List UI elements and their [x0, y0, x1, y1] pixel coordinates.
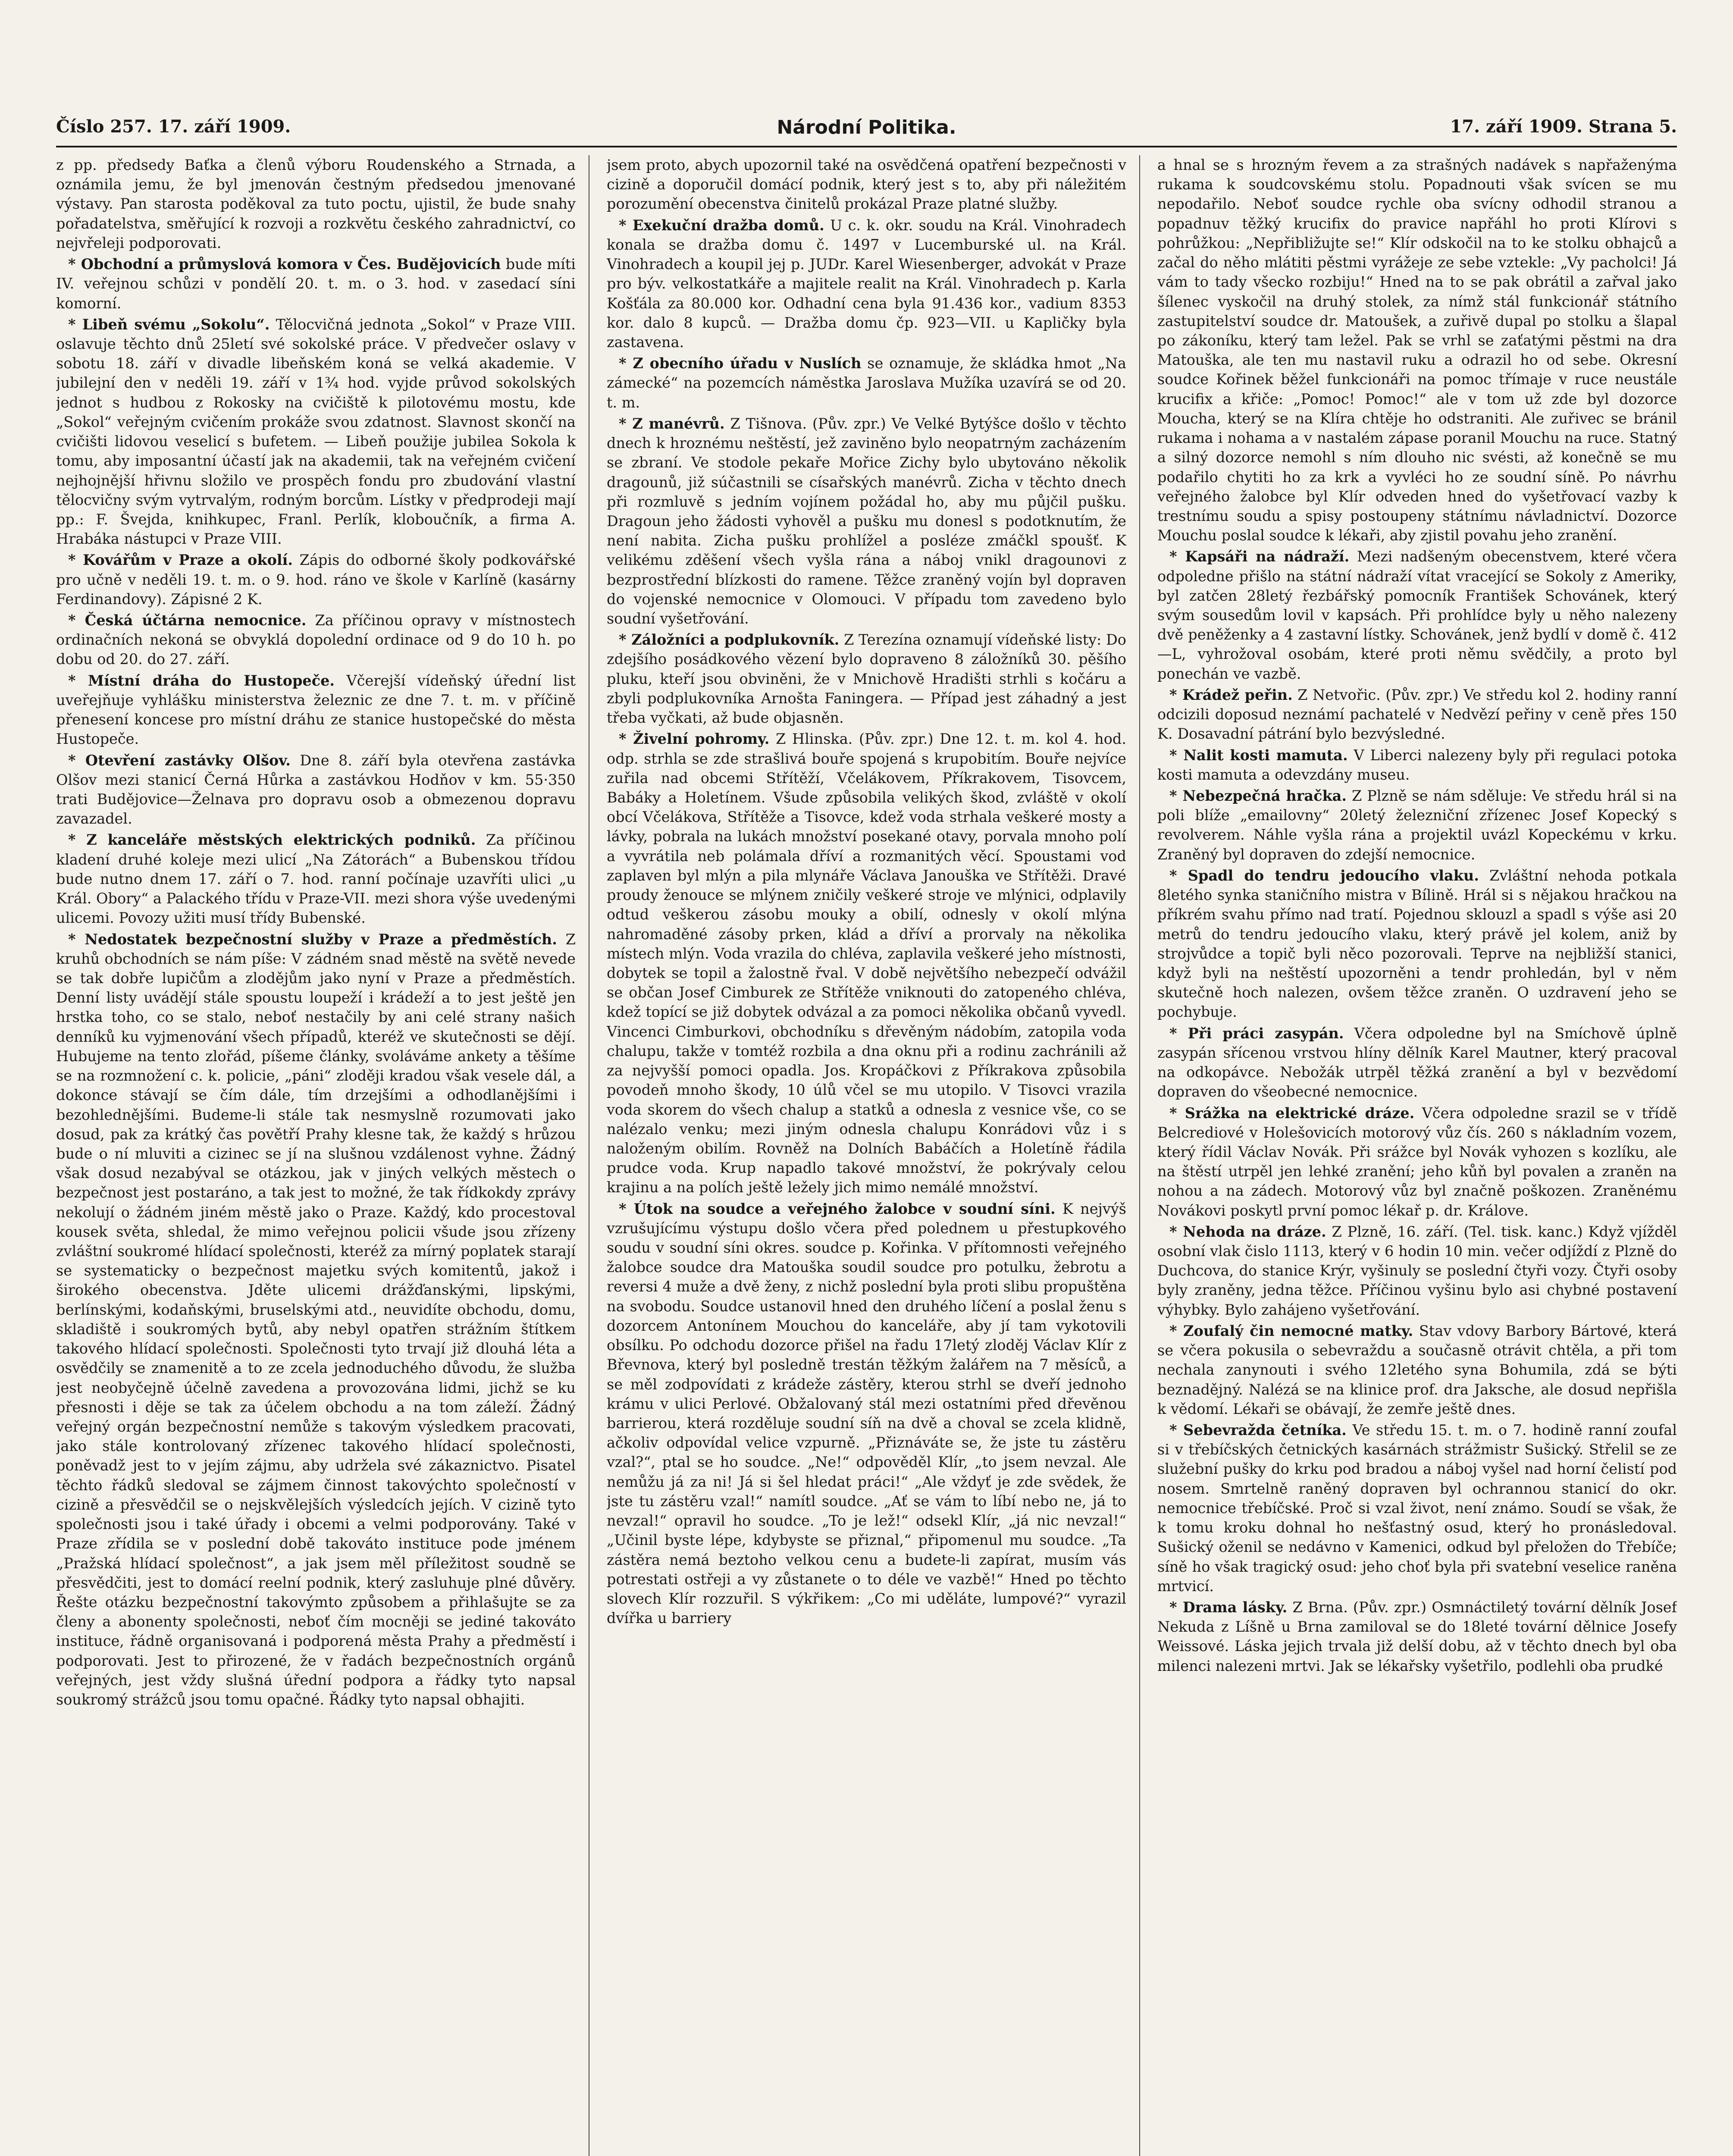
- article-text: Z Plzně se nám sděluje: Ve středu hrál si na poli blíže „emailovny“ 20letý železniční zřízenec Josef Kopecký s revolverem. Náhle vyšla rána a projektil uvázl Kopeckému v krku. Zraněný byl dopraven do zdejší nemocnice.: [1157, 787, 1677, 863]
- article-heading: * Nebezpečná hračka.: [1169, 787, 1347, 804]
- article-text: Dne 8. září byla otevřena zastávka Olšov mezi stanicí Černá Hůrka a zastávkou Hodňov v km. 55·350 trati Budějovice—Želnava pro dopravu osob a obmezenou dopravu zavazadel.: [56, 752, 576, 827]
- article-text: a hnal se s hrozným řevem a za strašných nadávek s napřaženýma rukama k soudcovskému stolu. Popadnouti však svícen se mu nepodařilo. Neboť soudce rychle oba svícny odhodil stranou a popadnuv těžký krucifix do pravice napřáhl ho proti Klírovi s pohrůžkou: „Nepřibližujte se!“ Klír odskočil na to ke stolku obhajců a začal do něho mlátiti pěstmi vyrážeje ze sebe vztekle: „Vy pacholci! Já vám to tady všecko rozbiju!“ Hned na to se pak obrátil a zařval jako šílenec vyskočil na druhý stolek, za nímž stál funkcionář státního zastupitelství soudce dr. Matoušek, a zuřivě dupal po stolku a šlapal po zákoníku, který tam ležel. Pak se vrhl se zaťatými pěstmi na dra Matouška, ale ten mu nastavil ruku a odrazil ho od sebe. Okresní soudce Kořinek běžel funkcionáři na pomoc třímaje v ruce neustále krucifix a křiče: „Pomoc! Pomoc!“ ale v tom už zde byl dozorce Moucha, který se na Klíra chtěje ho odstraniti. Ale zuřivec se bránil rukama i nohama a v nastalém zápase poranil Mouchu na ruce. Statný a silný dozorce nemohl s ním dlouho nic svésti, až konečně se mu podařilo chytiti ho za krk a vyvléci ho ze soudní síně. Po návrhu veřejného žalobce byl Klír odveden hned do vyšetřovací vazby k trestnímu soudu a spisy postoupeny státnímu návladnictví. Dozorce Mouchu poslal soudce k lékaři, aby zjistil povahu jeho zranění.: [1157, 157, 1677, 544]
- article-heading: * Útok na soudce a veřejného žalobce v soudní síni.: [619, 1200, 1056, 1217]
- article-heading: * Drama lásky.: [1169, 1598, 1288, 1616]
- article-paragraph: [607, 1199, 1126, 1628]
- article-text: jsem proto, abych upozornil také na osvědčená opatření bezpečnosti v cizině a doporučil domácí podnik, který jest s to, aby při náležitém porozumění obecenstva činitelů prokázal Praze platné služby.: [607, 157, 1126, 213]
- article-paragraph: [56, 930, 576, 1710]
- article-heading: * Obchodní a průmyslová komora v Čes. Budějovicích: [68, 256, 501, 273]
- page-info: 17. září 1909. Strana 5.: [1450, 116, 1677, 137]
- article-heading: * Spadl do tendru jedoucího vlaku.: [1169, 867, 1479, 884]
- article-paragraph: [1157, 866, 1677, 1022]
- article-paragraph: [56, 155, 576, 253]
- article-heading: * Kapsáři na nádraží.: [1169, 548, 1350, 565]
- column-3: [1157, 155, 1677, 2156]
- article-text: Z Terezína oznamují vídeňské listy: Do zdejšího posádkového vězení bylo dopraveno 8 záložníků 30. pěšího pluku, kteří jsou obviněni, že v Mnichově Hradišti strhli s kočáru a zbyli podplukovníka Arnošta Faningera. — Případ jest záhadný a jest třeba vyčkati, až bude objasněn.: [607, 631, 1126, 727]
- article-paragraph: [1157, 1103, 1677, 1220]
- article-heading: * Krádež peřin.: [1169, 686, 1293, 703]
- article-paragraph: [1157, 1420, 1677, 1596]
- article-paragraph: [56, 315, 576, 549]
- article-text: Ve středu 15. t. m. o 7. hodině ranní zoufal si v třebíčských četnických kasárnách strážmistr Sušický. Střelil se ze služební pušky do krku pod bradou a náboj vyšel nad horní čelistí pod nosem. Smrtelně raněný dopraven byl ochrannou stanicí do okr. nemocnice třebíčské. Proč si vzal život, není známo. Soudí se však, že k tomu kroku dohnal ho nešťastný osud, který ho pronásledoval. Sušický oženil se nedávno v Kamenici, odkud byl přeložen do Třebíče; síně ho však tragický osud: jeho choť byla při svatební veselice raněna mrtvicí.: [1157, 1422, 1677, 1595]
- article-heading: * Nedostatek bezpečnostní služby v Praze a předměstích.: [68, 931, 557, 948]
- article-text: Tělocvičná jednota „Sokol“ v Praze VIII. oslavuje těchto dnů 25letí své sokolské práce. V předvečer oslavy v sobotu 18. září v divadle libeňském koná se velká akademie. V jubilejní den v neděli 19. září v 1¾ hod. vyjde průvod sokolských jednot s hudbou z Rokosky na cvičiště k pilotovému mostu, kde „Sokol“ veřejným cvičením prokáže svou zdatnost. Slavnost skončí na cvičišti lidovou veselicí s bufetem. — Libeň použije jubilea Sokola k tomu, aby imposantní účastí jak na akademii, tak na veřejném cvičení nejhojnější hřivnu složilo ve prospěch fondu pro zbudování vlastní tělocvičny svým vytrvalým, rodným borcům. Lístky v předprodeji mají pp.: F. Švejda, knihkupec, Franl. Perlík, kloboučník, a firma A. Hrabáka nástupci v Praze VIII.: [56, 316, 576, 548]
- article-text: Včerejší vídeňský úřední list uveřejňuje vyhlášku ministerstva železnic ze dne 7. t. m. v příčině přenesení koncese pro místní dráhu ze stanice hustopečské do města Hustopeče.: [56, 672, 576, 748]
- article-text: Z Brna. (Pův. zpr.) Osmnáctiletý tovární dělník Josef Nekuda z Líšně u Brna zamiloval se do 18leté tovární dělnice Josefy Weissové. Láska jejich trvala již delší dobu, až v těchto dnech byl oba milenci nalezeni mrtvi. Jak se lékařsky vyšetřilo, podlehli oba prudké: [1157, 1598, 1677, 1674]
- article-paragraph: [607, 354, 1126, 412]
- article-text: Mezi nadšeným obecenstvem, které včera odpoledne přišlo na státní nádraží vítat vracející se Sokoly z Ameriky, byl zatčen 28letý řezbářský pomocník František Schovánek, který svým sousedům lovil v kapsách. Při prohlídce byly u něho nalezeny dvě peněženky a 4 zastavní lístky. Schovánek, jenž bydlí v domě č. 412—L, vyhrožoval osobám, které proti němu svědčily, a proto byl ponechán ve vazbě.: [1157, 548, 1677, 682]
- article-text: U c. k. okr. soudu na Král. Vinohradech konala se dražba domu č. 1497 v Lucemburské ul. na Král. Vinohradech a koupil jej p. JUDr. Karel Wiesenberger, advokát v Praze pro býv. velkostatkáře a majitele realit na Král. Vinohradech p. Karla Košťála za 80.000 kor. Odhadní cena byla 91.436 kor., vadium 8353 kor. dalo 8 kupců. — Dražba domu čp. 923—VII. u Kapličky byla zastavena.: [607, 216, 1126, 351]
- article-text: bude míti IV. veřejnou schůzi v pondělí 20. t. m. o 3. hod. v zasedací síni komorní.: [56, 256, 576, 312]
- article-heading: * Nalit kosti mamuta.: [1169, 746, 1348, 764]
- column-1: [56, 155, 589, 2156]
- article-text: Z Hlinska. (Pův. zpr.) Dne 12. t. m. kol 4. hod. odp. strhla se zde strašlivá bouře spojená s krupobitím. Bouře nejvíce zuřila nad obcemi Střítěží, Včelákovem, Příkrakovem, Tisovcem, Babáky a Holetínem. Všude způsobila velikých škod, zvláště v okolí obcí Včelákova, Střítěže a Tisovce, kdež voda strhala veškeré mosty a lávky, pobrala na lukách množství posekané otavy, porvala mnoho polí a vyvrátila neb polámala dříví a rozmanitých věcí. Spoustami vod zaplaven byl mlýn a pila mlynáře Václava Janouška ve Střítěži. Dravé proudy ženouce se mlýnem zničily veškeré stroje ve mlýnici, odplavily odtud veškerou zásobu mouky a obilí, odnesly v okolí mlýna nahromaděné zásoby prken, klád a dříví a prorvaly na několika místech mlýn. Voda vrazila do chléva, zaplavila veškeré jeho místnosti, dobytek se topil a žalostně řval. V době největšího nebezpečí odvážil se občan Josef Cimburek ze Střítěže vniknouti do zatopeného chléva, kdež topící se již dobytek odvázal a za pomoci několika občanů vyvedl. Vincenci Cimburkovi, obchodníku s dřevěným nádobím, zatopila voda chalupu, takže v tomtéž rozbila a dna oknu při a rodinu zachránili až za nejvyšší pomoci opadla. Jos. Kropáčkovi z Příkrakova způsobila povodeň mnoho škody, 10 úlů včel se mu utopilo. V Tisovci vrazila voda skorem do všech chalup a statků a odnesla z vesnice vše, co se nalézalo venku; mezi jiným odnesla chalupu Konrádovi vůz i s naloženým obilím. Rovněž na Dolních Babáčích a Holetíně řádila prudce voda. Krup napadlo takové množství, že pokrývaly celou krajinu a na polích ještě ležely jich mimo nemálé množství.: [607, 730, 1126, 1196]
- article-heading: * Exekuční dražba domů.: [619, 216, 824, 234]
- article-paragraph: [56, 254, 576, 313]
- article-text: z pp. předsedy Baťka a členů výboru Roudenského a Strnada, a oznámila jemu, že byl jmenován čestným předsedou jmenované výstavy. Pan starosta poděkoval za tuto poctu, ujistil, že bude snahy pořadatelstva, směřující k rozvoji a rozkvětu českého zahradnictví, co nejvřeleji podporovati.: [56, 157, 576, 251]
- article-paragraph: [1157, 1024, 1677, 1102]
- article-paragraph: [607, 630, 1126, 727]
- article-paragraph: [56, 671, 576, 749]
- article-columns: [56, 155, 1677, 2156]
- article-paragraph: [56, 830, 576, 928]
- article-paragraph: [1157, 547, 1677, 683]
- article-text: Z Plzně, 16. září. (Tel. tisk. kanc.) Když vjížděl osobní vlak čislo 1113, který v 6 hodin 10 min. večer odjíždí z Plzně do Duchcova, do stanice Krýr, vyšinuly se poslední čtyři vozy. Čtyři osoby byly zraněny, jedna těžce. Příčinou vyšinu bylo asi chybné postavení výhybky. Bylo zahájeno vyšetřování.: [1157, 1223, 1677, 1318]
- article-paragraph: [607, 414, 1126, 628]
- article-paragraph: [56, 611, 576, 669]
- article-paragraph: [607, 155, 1126, 214]
- article-paragraph: [1157, 685, 1677, 744]
- article-heading: * Místní dráha do Hustopeče.: [68, 672, 335, 689]
- article-paragraph: [607, 216, 1126, 352]
- article-heading: * Záložníci a podplukovník.: [619, 631, 840, 649]
- article-text: Z Netvořic. (Pův. zpr.) Ve středu kol 2. hodiny ranní odcizili doposud neznámí pachatelé v Nedvězí peřiny v ceně přes 150 K. Dosavadní pátrání bylo bezvýsledné.: [1157, 686, 1677, 743]
- column-2: [607, 155, 1140, 2156]
- article-text: Z Tišnova. (Pův. zpr.) Ve Velké Bytýšce došlo v těchto dnech k hroznému neštěstí, jež zaviněno bylo neopatrným zacházením se zbraní. Ve stodole pekaře Mořice Zichy bylo ubytováno několik dragounů, již súčastnili se císařských manévrů. Zicha v těchto dnech při rozmluvě s jedním vojínem požádal ho, aby mu půjčil pušku. Dragoun jeho žádosti vyhověl a pušku mu donesl s podotknutím, že není nabita. Zicha pušku prohlížel a posléze zmáčkl spoušť. K velikému zděšení všech vyšla rána a náboj vnikl dragounovi z bezprostřední blízkosti do ramene. Těžce zraněný vojín byl dopraven do vojenské nemocnice v Olomouci. V případu tom zavedeno bylo soudní vyšetřování.: [607, 415, 1126, 627]
- article-heading: * Srážka na elektrické dráze.: [1169, 1104, 1415, 1122]
- article-heading: * Sebevražda četníka.: [1169, 1422, 1347, 1438]
- article-heading: * Z manévrů.: [619, 415, 725, 432]
- article-heading: * Otevření zastávky Olšov.: [68, 752, 291, 769]
- article-text: Včera odpoledne byl na Smíchově úplně zasypán sřícenou vrstvou hlíny dělník Karel Mautner, který pracoval na odkopávce. Nebožák utrpěl těžká zranění a byl v bezvědomí dopraven do všeobecné nemocnice.: [1157, 1025, 1677, 1100]
- article-heading: * Z obecního úřadu v Nuslích: [619, 355, 862, 372]
- masthead: [56, 116, 1677, 147]
- article-paragraph: [1157, 1222, 1677, 1319]
- article-heading: * Kovářům v Praze a okolí.: [68, 552, 293, 569]
- article-heading: * Z kanceláře městských elektrických podniků.: [68, 831, 476, 849]
- article-text: Zápis do odborné školy podkovářské pro učně v neděli 19. t. m. o 9. hod. ráno ve škole v Karlíně (kasárny Ferdinandovy). Zápisné 2 K.: [56, 552, 576, 608]
- article-paragraph: [56, 550, 576, 609]
- article-heading: * Česká účtárna nemocnice.: [68, 612, 307, 629]
- article-paragraph: [607, 729, 1126, 1197]
- article-paragraph: [56, 751, 576, 829]
- article-text: Za příčinou kladení druhé koleje mezi ulicí „Na Zátorách“ a Bubenskou třídou bude nutno dnem 17. září o 7. hod. ranní počínaje uzavříti ulici „u Král. Obory“ a Palackého třídu v Praze-VII. mezi shora výše uvedenými ulicemi. Povozy užiti musí třídy Bubenské.: [56, 831, 576, 927]
- article-heading: * Živelní pohromy.: [619, 730, 770, 748]
- article-paragraph: [1157, 1598, 1677, 1676]
- article-heading: * Libeň svému „Sokolu“.: [68, 316, 270, 333]
- header-rule: [56, 146, 1677, 147]
- article-text: K nejvýš vzrušujícímu výstupu došlo včera před polednem u přestupkového soudu v soudní síni okres. soudce p. Kořinka. V přítomnosti veřejného žalobce soudce dra Matouška soudil soudce pro potulku, žebrotu a reversi 4 muže a dvě ženy, z nichž poslední byla proti slibu propuštěna na svobodu. Soudce ustanovil hned den druhého líčení a poslal ženu s dozorcem Antonínem Mouchou do kanceláře, aby jí tam vykotovili obsílku. Po odchodu dozorce přišel na řadu 17letý zloděj Václav Klír z Břevnova, který byl posledně trestán těžkým žalářem na 7 měsíců, a se měl zodpovídati z krádeže zástěry, kterou strhl se dveří jednoho krámu v ulici Perlové. Obžalovaný stál mezi ostatními před dřevěnou barrierou, která rozděluje soudní síň na dvě a choval se zcela klidně, ačkoliv odpovídal velice vzpurně. „Přiznáváte se, že jste tu zástěru vzal?“, ptal se ho soudce. „Ne!“ odpověděl Klír, „to jsem nevzal. Ale nemůžu já za ni! Já si šel hledat práci!“ „Ale vždyť je zde svědek, že jste tu zástěru vzal!“ namítl soudce. „Ať se vám to líbí nebo ne, já to nevzal!“ opravil ho soudce. „To je lež!“ odsekl Klír, „já nic nevzal!“ „Učinil byste lépe, kdybyste se přiznal,“ připomenul mu soudce. „Ta zástěra nemá beztoho velkou cenu a budete-li zapírat, musím vás potrestati ostřeji a vy zůstanete o to déle ve vazbě!“ Hned po těchto slovech Klír rozzuřil. S výkřikem: „Co mi uděláte, lumpové?“ vyrazil dvířka u barriery: [607, 1200, 1126, 1627]
- article-text: V Liberci nalezeny byly při regulaci potoka kosti mamuta a odevzdány museu.: [1157, 746, 1677, 783]
- article-text: Zvláštní nehoda potkala 8letého synka staničního mistra v Bílině. Hrál si s nějakou hračkou na příkrém svahu přímo nad tratí. Pojednou sklouzl a spadl s výše asi 20 metrů do tendru jedoucího vlaku, který právě jel kolem, aniž by strojvůdce a topič byli něco pozorovali. Teprve na nejbližší stanici, když byli na neštěstí upozorněni a tendr prohledán, byl v něm skutečně hoch nalezen, ovšem těžce zraněn. O uzdravení jeho se pochybuje.: [1157, 867, 1677, 1021]
- newspaper-title: Národní Politika.: [777, 116, 956, 138]
- article-heading: * Nehoda na dráze.: [1169, 1223, 1326, 1240]
- article-paragraph: [1157, 786, 1677, 864]
- article-text: Stav vdovy Barbory Bártové, která se včera pokusila o sebevraždu a současně otrávit chtěla, a při tom nechala zanynouti i svého 12letého syna Bohumila, zdá se býti beznadějný. Nalézá se na klinice prof. dra Jaksche, ale dosud nepřišla k vědomí. Lékaři se obávají, že zemře ještě dnes.: [1157, 1322, 1677, 1417]
- article-text: Za příčinou opravy v místnostech ordinačních nekoná se obvyklá dopolední ordinace od 9 do 10 h. po dobu od 20. do 27. září.: [56, 612, 576, 668]
- issue-info: Číslo 257. 17. září 1909.: [56, 116, 291, 137]
- article-text: se oznamuje, že skládka hmot „Na zámecké“ na pozemcích náměstka Jaroslava Mužíka uzavírá se od 20. t. m.: [607, 355, 1126, 411]
- article-paragraph: [1157, 746, 1677, 784]
- article-paragraph: [1157, 1321, 1677, 1419]
- article-heading: * Zoufalý čin nemocné matky.: [1169, 1322, 1413, 1339]
- article-paragraph: [1157, 155, 1677, 545]
- article-text: Z kruhů obchodních se nám píše: V zádném snad městě na světě nevede se tak dobře lupičům a zlodějům jako nyní v Praze a předměstích. Denní listy uvádějí stále spoustu loupeží i krádeží a to jest ještě jen hrstka toho, co se stalo, neboť nestačily by ani celé strany našich denníků ku vyjmenování všech případů, kteréž ve skutečnosti se dějí. Hubujeme na tento zlořád, píšeme články, svoláváme ankety a těšíme se na rozmnožení c. k. policie, „páni“ zloději kradou však vesele dál, a dokonce stávají se čím dále, tím drzejšími a odhodlanějšími i bezohlednějšími. Budeme-li stále tak nesmyslně rozumovati jako dosud, pak za krátký čas povětří Prahy klesne tak, že každý s hrůzou bude o ní mluviti a cizinec se jí na slušnou vzdálenost vyhne. Žádný však dosud nezabýval se otázkou, jak v jiných velkých městech o bezpečnost jest postaráno, a tak jest to možné, že tak řídkokdy zprávy nekolují o žádném jiném městě jako o Praze. Každý, kdo procestoval kousek světa, shledal, že mimo veřejnou policii všude jsou zřízeny zvláštní soukromé hlídací společnosti, kteréž za mírný poplatek starají se systematicky o bezpečnost majetku svých komitentů, jakož i širokého obecenstva. Jděte ulicemi drážďanskými, lipskými, berlínskými, kodaňskými, bruselskými atd., neuvidíte obchodu, domu, skladiště i soukromých bytů, aby nebyl opatřen strážním štítkem takového hlídací společnosti. Společnosti tyto trvají již dlouhá léta a osvědčily se znamenitě a to ze zcela jednoduchého důvodu, že služba jest neobyčejně účelně zavedena a provozována lidmi, jichž se ku přesnosti i děje se tak za účelem obchodu a na tom záleží. Žádný veřejný orgán bezpečnostní nemůže s takovým výsledkem pracovati, jako stále kontrolovaný zřízenec takového hlídací společnosti, poněvadž jest to v jejím zájmu, aby udržela své zákaznictvo. Pisatel těchto řádků sledoval se zájmem činnost takovýchto společností v cizině a přesvědčil se o nejskvělejších výsledcích jejích. V cizině tyto společnosti jsou i také úřady i obcemi a velmi podporovány. Také v Praze zřídila se v poslední době takováto instituce pode jménem „Pražská hlídací společnost“, a jak jsem měl příležitost soudně se přesvědčiti, jest to domácí reelní podnik, který zasluhuje plné důvěry. Řešte otázku bezpečnostní takovýmto způsobem a přihlašujte se za členy a abonenty společnosti, neboť čím mocněji se jediné takováto instituce, řádně organisovaná i podporená města Prahy a předměstí i podporovati. Jest to přirozené, že v řadách bezpečnostních orgánů veřejných, jest vždy slušná úřední podpora a řádky tyto napsal soukromý strážců jsou tomu opačné. Řádky tyto napsal obhajiti.: [56, 931, 576, 1708]
- article-heading: * Při práci zasypán.: [1169, 1025, 1344, 1042]
- article-text: Včera odpoledne srazil se v třídě Belcrediové v Holešovicích motorový vůz čís. 260 s nákladním vozem, který řídil Václav Novák. Při srážce byl Novák vyhozen s kozlíku, ale na štěstí utrpěl jen lehké zranění; jeho kůň byl povalen a zraněn na nohou a na zádech. Motorový vůz byl značně poškozen. Zraněnému Novákovi poskytl první pomoc lékař p. dr. Králove.: [1157, 1104, 1677, 1219]
